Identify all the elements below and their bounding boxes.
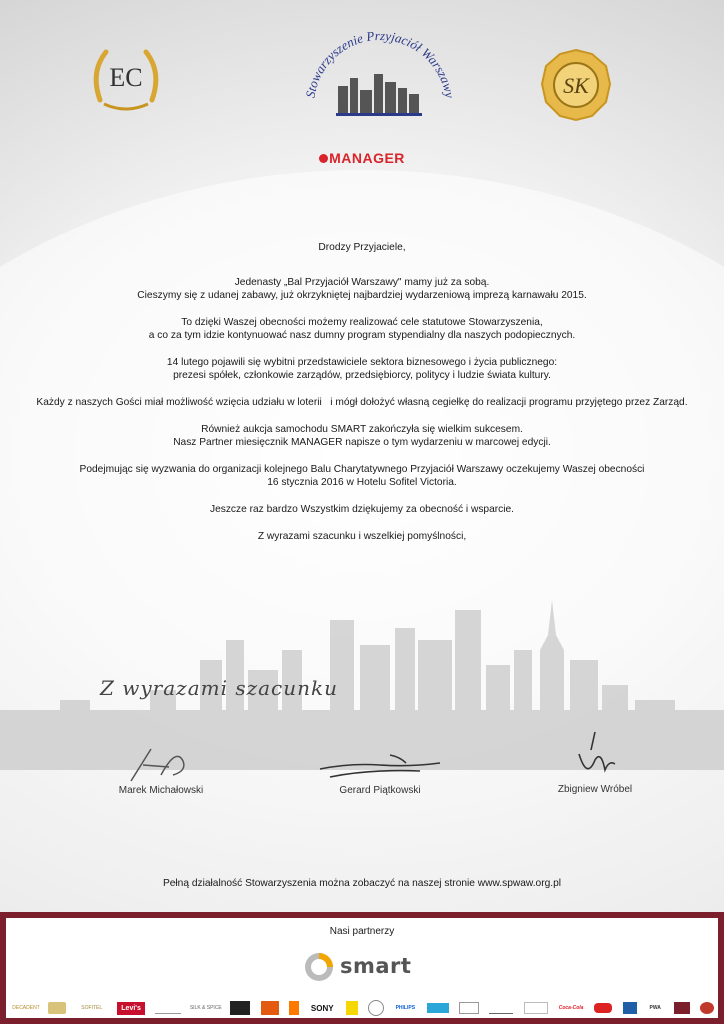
letter-paragraph xyxy=(20,463,704,489)
smart-logo xyxy=(302,950,432,984)
partner-logo xyxy=(489,1003,513,1014)
partners-footer xyxy=(0,912,724,1024)
partner-logo xyxy=(594,1003,612,1013)
partner-logo: SOFITEL xyxy=(81,1005,103,1011)
letter-line: Każdy z naszych Gości miał możliwość wzięcia udziału w loterii i mógł dołożyć własną cegiełkę do realizacji programu przyjętego przez Zarząd. xyxy=(36,397,688,408)
manager-logo-text: MANAGER xyxy=(329,150,405,166)
website-line: Pełną działalność Stowarzyszenia można zobaczyć na naszej stronie www.spwaw.org.pl xyxy=(162,878,562,889)
letter-paragraph xyxy=(20,356,704,382)
smart-logo-text: smart xyxy=(340,954,412,978)
partner-logo: DECADENT xyxy=(12,1005,40,1011)
sk-logo-text: SK xyxy=(563,73,589,98)
letter-line: Również aukcja samochodu SMART zakończyła się wielkim sukcesem. xyxy=(201,424,523,435)
letter-paragraph xyxy=(20,276,704,302)
partner-logo: PHILIPS xyxy=(395,1005,416,1011)
letter-line: Podejmując się wyzwania do organizacji kolejnego Balu Charytatywnego Przyjaciół Warszawy oczekujemy Waszej obecności xyxy=(79,464,645,475)
letter-line: a co za tym idzie kontynuować nasz dumny program stypendialny dla naszych podopiecznych. xyxy=(148,330,576,341)
signature-block xyxy=(96,745,226,796)
signature-block xyxy=(305,745,455,796)
signatory-name: Marek Michałowski xyxy=(118,785,204,796)
partner-logo xyxy=(427,1003,449,1013)
partner-logo xyxy=(346,1001,358,1015)
letter-body xyxy=(20,241,704,557)
partner-logo xyxy=(674,1002,690,1014)
ec-logo xyxy=(90,42,162,114)
partner-logo xyxy=(459,1002,479,1014)
partner-logo xyxy=(230,1001,250,1015)
letter-paragraph xyxy=(20,503,704,516)
partner-logo xyxy=(623,1002,637,1014)
letter-line: 16 stycznia 2016 w Hotelu Sofitel Victoria. xyxy=(267,477,457,488)
partner-logo: Coca-Cola xyxy=(558,1005,584,1011)
partner-logo: Levi's xyxy=(117,1002,145,1015)
signatory-name: Gerard Piątkowski xyxy=(339,785,421,796)
signature-image xyxy=(121,745,201,785)
association-logo-text: Stowarzyszenie Przyjaciół Warszawy xyxy=(302,27,458,99)
signature-block xyxy=(530,730,660,795)
letter-greeting: Drodzy Przyjaciele, xyxy=(318,242,406,253)
letter-line: Jeszcze raz bardzo Wszystkim dziękujemy za obecność i wsparcie. xyxy=(209,504,515,515)
letter-line: Jedenasty „Bal Przyjaciół Warszawy" mamy już za sobą. xyxy=(234,277,490,288)
partner-logo xyxy=(48,1002,66,1014)
partner-logo: PWA xyxy=(649,1005,661,1011)
signatory-name: Zbigniew Wróbel xyxy=(557,784,633,795)
partner-logo xyxy=(289,1001,299,1015)
letter-paragraph xyxy=(20,316,704,342)
letter-line: Cieszymy się z udanej zabawy, już okrzykniętej najbardziej wydarzeniową imprezą karnawału 2015. xyxy=(137,290,587,301)
manager-logo xyxy=(0,150,724,166)
association-logo xyxy=(300,20,460,130)
partner-logo xyxy=(700,1002,714,1014)
partner-logos-row xyxy=(14,998,714,1018)
signature-image xyxy=(310,745,450,785)
smart-emblem-icon xyxy=(302,950,338,984)
letter-line: 14 lutego pojawili się wybitni przedstawiciele sektora biznesowego i życia publicznego: xyxy=(166,357,558,368)
partner-logo: SILK & SPICE xyxy=(189,1005,222,1011)
letter-line: Z wyrazami szacunku i wszelkiej pomyślności, xyxy=(257,531,467,542)
letter-line: Nasz Partner miesięcznik MANAGER napisze o tym wydarzeniu w marcowej edycji. xyxy=(173,437,551,448)
letter-line: prezesi spółek, członkowie zarządów, przedsiębiorcy, politycy i ludzie świata kultury. xyxy=(173,370,551,381)
ec-logo-text: EC xyxy=(109,63,143,92)
sk-logo xyxy=(540,48,612,122)
partner-logo xyxy=(524,1002,548,1014)
handwritten-closing: Z wyrazami szacunku xyxy=(100,676,339,700)
partner-logo xyxy=(155,1003,181,1014)
partner-logo xyxy=(368,1000,384,1016)
letter-paragraph xyxy=(20,396,704,409)
letter-paragraph xyxy=(20,423,704,449)
signature-image xyxy=(565,730,625,784)
letter-line: To dzięki Waszej obecności możemy realizować cele statutowe Stowarzyszenia, xyxy=(181,317,543,328)
partner-logo xyxy=(261,1001,279,1015)
manager-dot-icon xyxy=(319,154,328,163)
partner-logo: SONY xyxy=(310,1003,334,1013)
letter-paragraph xyxy=(20,530,704,543)
partners-title: Nasi partnerzy xyxy=(329,926,395,937)
